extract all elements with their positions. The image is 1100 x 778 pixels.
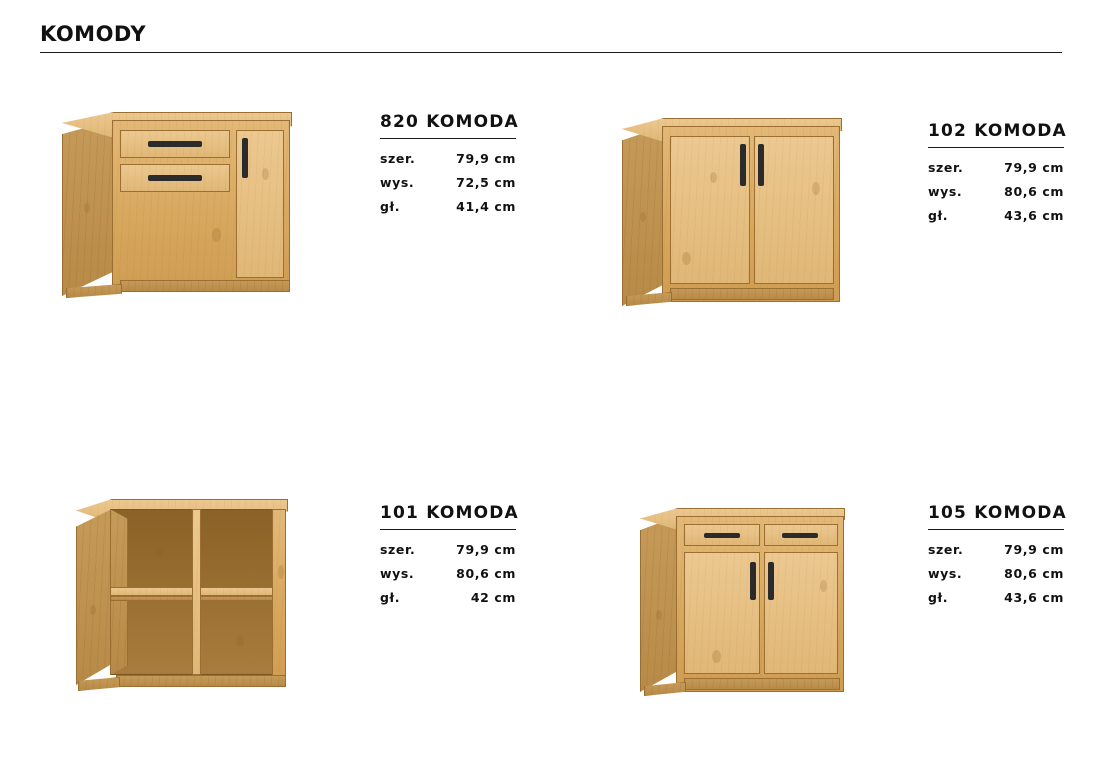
product-name: 105 KOMODA	[928, 503, 1067, 523]
spec-label-width: szer.	[380, 542, 416, 557]
spec-value-height: 72,5 cm	[456, 175, 516, 190]
spec-row-width	[380, 542, 516, 557]
spec-label-depth: gł.	[380, 199, 401, 214]
cabinet-1door-2drawer-icon	[62, 108, 292, 308]
drawer-handle	[704, 533, 740, 538]
spec-row-depth	[928, 208, 1064, 223]
spec-label-height: wys.	[928, 566, 963, 581]
name-divider	[380, 529, 516, 530]
page-title: KOMODY	[40, 22, 147, 46]
spec-label-width: szer.	[928, 160, 964, 175]
name-divider	[380, 138, 516, 139]
door-handle	[768, 562, 774, 600]
drawer-handle	[782, 533, 818, 538]
spec-row-height	[928, 184, 1064, 199]
spec-value-width: 79,9 cm	[456, 542, 516, 557]
drawer-handle	[148, 175, 202, 181]
door-handle	[740, 144, 746, 186]
spec-row-height	[380, 566, 516, 581]
spec-label-width: szer.	[928, 542, 964, 557]
spec-label-height: wys.	[380, 175, 415, 190]
name-divider	[928, 529, 1064, 530]
spec-label-width: szer.	[380, 151, 416, 166]
spec-value-width: 79,9 cm	[1004, 160, 1064, 175]
specs-101	[380, 503, 519, 614]
door-handle	[750, 562, 756, 600]
title-divider	[40, 52, 1062, 53]
door-handle	[758, 144, 764, 186]
spec-label-depth: gł.	[380, 590, 401, 605]
spec-label-depth: gł.	[928, 208, 949, 223]
spec-row-width	[928, 160, 1064, 175]
spec-value-depth: 41,4 cm	[456, 199, 516, 214]
spec-label-height: wys.	[928, 184, 963, 199]
product-name: 102 KOMODA	[928, 121, 1067, 141]
spec-label-depth: gł.	[928, 590, 949, 605]
specs-102	[928, 121, 1067, 232]
spec-label-height: wys.	[380, 566, 415, 581]
spec-row-height	[928, 566, 1064, 581]
product-name: 101 KOMODA	[380, 503, 519, 523]
spec-value-depth: 43,6 cm	[1004, 590, 1064, 605]
spec-row-depth	[380, 199, 516, 214]
spec-row-depth	[380, 590, 516, 605]
drawer-handle	[148, 141, 202, 147]
specs-820	[380, 112, 519, 223]
spec-value-depth: 43,6 cm	[1004, 208, 1064, 223]
spec-value-height: 80,6 cm	[1004, 566, 1064, 581]
spec-row-depth	[928, 590, 1064, 605]
door-handle	[242, 138, 248, 178]
spec-row-width	[928, 542, 1064, 557]
open-shelf-4compartment-icon	[76, 495, 288, 695]
spec-value-height: 80,6 cm	[1004, 184, 1064, 199]
specs-105	[928, 503, 1067, 614]
product-name: 820 KOMODA	[380, 112, 519, 132]
spec-value-height: 80,6 cm	[456, 566, 516, 581]
name-divider	[928, 147, 1064, 148]
cabinet-2door-icon	[622, 112, 842, 312]
spec-value-depth: 42 cm	[470, 590, 516, 605]
spec-row-height	[380, 175, 516, 190]
cabinet-2door-2drawer-icon	[640, 500, 845, 700]
spec-value-width: 79,9 cm	[456, 151, 516, 166]
spec-row-width	[380, 151, 516, 166]
spec-value-width: 79,9 cm	[1004, 542, 1064, 557]
